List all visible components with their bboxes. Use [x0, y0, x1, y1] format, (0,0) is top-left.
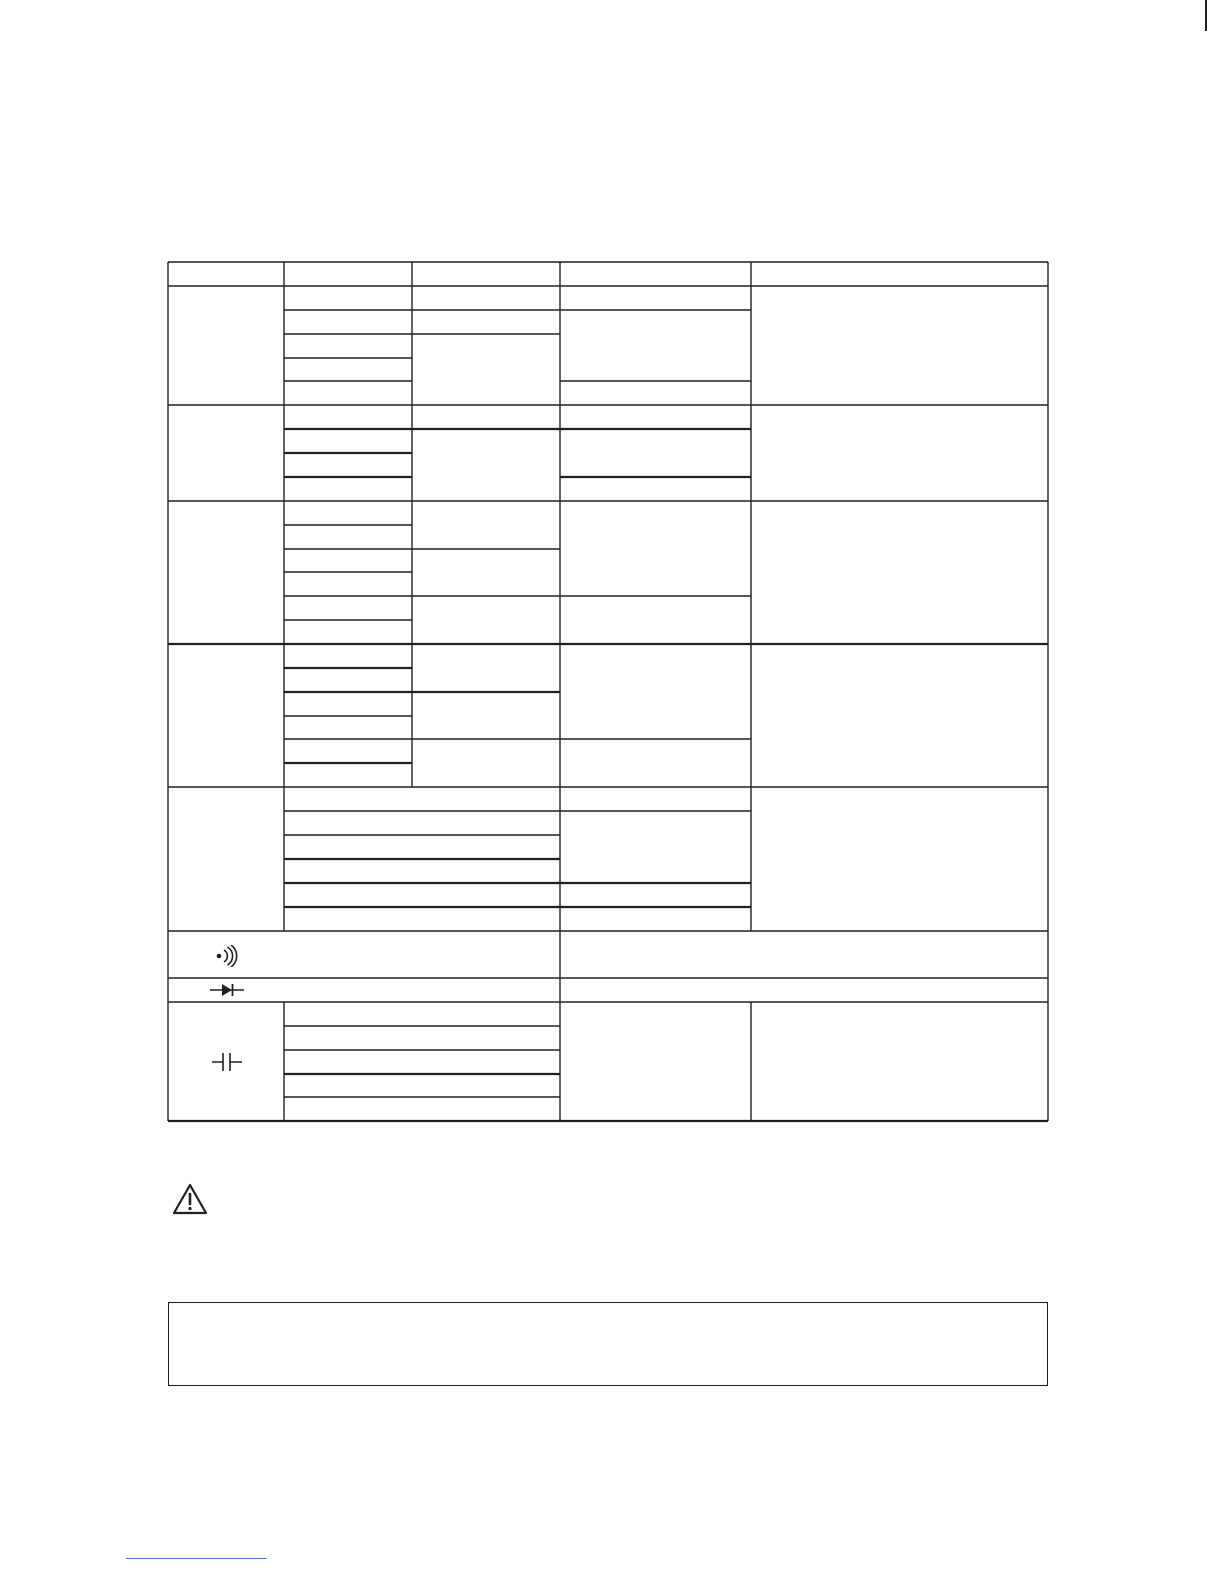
capacitance-group — [284, 1002, 751, 1121]
warning-triangle-icon — [172, 1183, 208, 1215]
footer-rule — [126, 1558, 267, 1559]
continuity-buzzer-icon — [214, 945, 240, 967]
header-row — [168, 262, 1048, 286]
table-group-3 — [168, 501, 1048, 644]
continuity-row — [168, 931, 1048, 978]
note-box — [168, 1302, 1048, 1386]
table-group-5 — [168, 787, 1048, 931]
table-group-4 — [168, 644, 1048, 787]
diode-icon — [210, 983, 244, 997]
table-group-1 — [168, 286, 1048, 405]
table-group-2 — [168, 405, 1048, 501]
diode-row — [168, 978, 1048, 1002]
capacitor-icon — [212, 1052, 242, 1072]
